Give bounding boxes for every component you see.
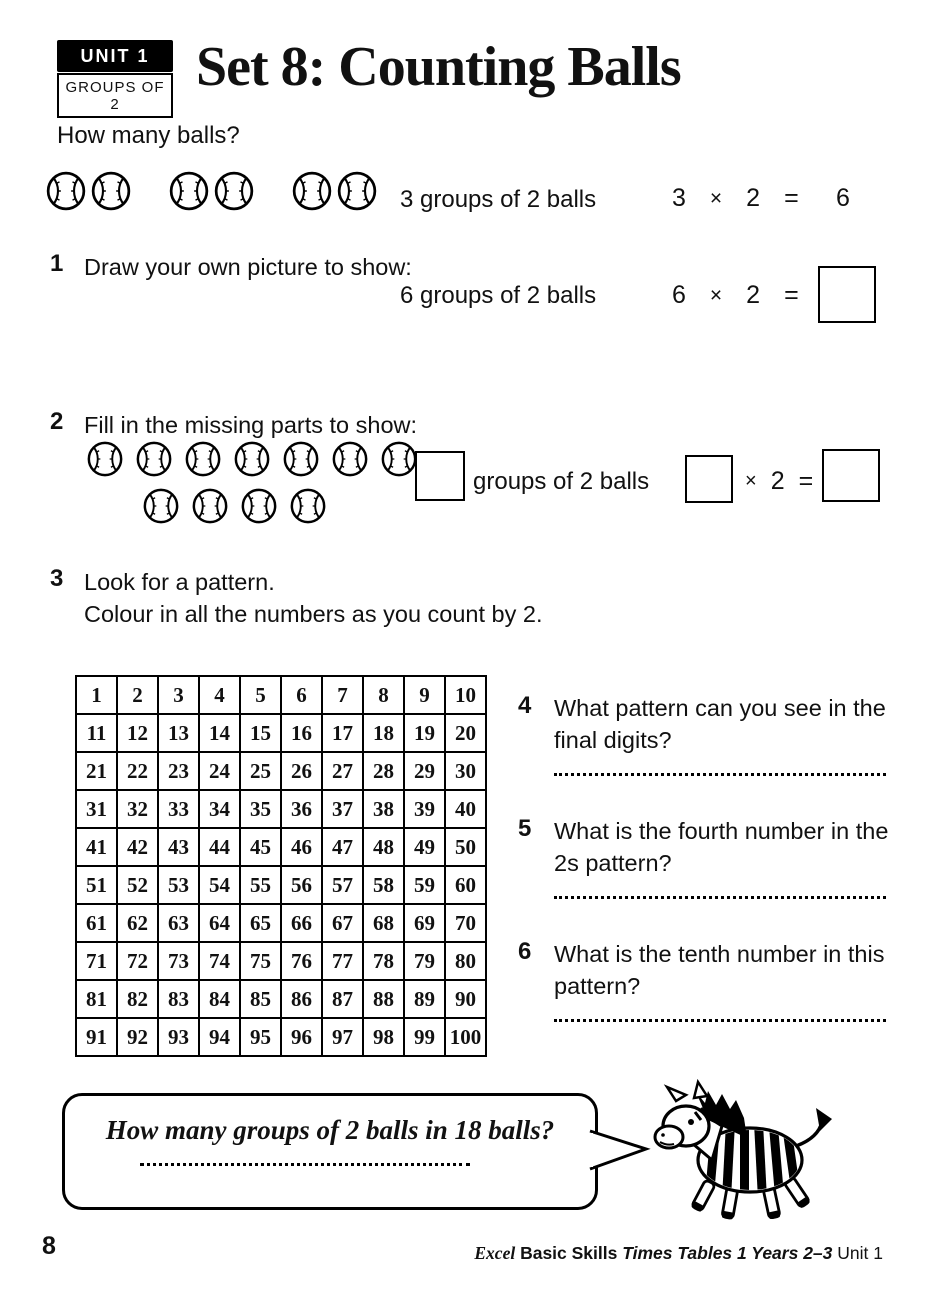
grid-cell: 62: [117, 904, 158, 942]
baseball-icon: [45, 170, 87, 212]
grid-cell: 90: [445, 980, 486, 1018]
grid-cell: 87: [322, 980, 363, 1018]
q1-caption: 6 groups of 2 balls: [400, 282, 597, 309]
baseball-icon: [135, 440, 173, 478]
q3-line1: Look for a pattern.: [84, 569, 275, 595]
grid-row: [76, 904, 486, 942]
q6-answer-line: [554, 1019, 886, 1022]
grid-cell: 6: [281, 676, 322, 714]
grid-cell: 2: [117, 676, 158, 714]
grid-cell: 9: [404, 676, 445, 714]
grid-cell: 59: [404, 866, 445, 904]
bubble-question: How many groups of 2 balls in 18 balls?: [105, 1115, 555, 1145]
grid-row: [76, 980, 486, 1018]
grid-cell: 24: [199, 752, 240, 790]
grid-cell: 65: [240, 904, 281, 942]
equation-factor-b: 2: [770, 467, 785, 495]
grid-cell: 33: [158, 790, 199, 828]
q4-number: 4: [518, 692, 532, 719]
grid-cell: 95: [240, 1018, 281, 1056]
grid-cell: 28: [363, 752, 404, 790]
multiply-sign: ×: [709, 283, 723, 307]
unit-badge: UNIT 1: [57, 40, 173, 72]
zebra-illustration: [650, 1078, 840, 1226]
grid-row: [76, 1018, 486, 1056]
grid-cell: 57: [322, 866, 363, 904]
q6-text: What is the tenth number in this pattern?: [554, 941, 885, 1000]
grid-cell: 30: [445, 752, 486, 790]
grid-cell: 75: [240, 942, 281, 980]
grid-cell: 10: [445, 676, 486, 714]
grid-cell: 4: [199, 676, 240, 714]
grid-cell: 41: [76, 828, 117, 866]
equation-factor-a: 6: [672, 281, 686, 309]
example-answer: 6: [836, 184, 850, 212]
baseball-icon: [184, 440, 222, 478]
grid-cell: 80: [445, 942, 486, 980]
q4-text: What pattern can you see in the final digits?: [554, 695, 886, 754]
grid-cell: 38: [363, 790, 404, 828]
grid-cell: 98: [363, 1018, 404, 1056]
equals-sign: =: [784, 184, 799, 212]
grid-cell: 26: [281, 752, 322, 790]
baseball-icon: [191, 487, 229, 525]
q5-number: 5: [518, 815, 532, 842]
grid-cell: 67: [322, 904, 363, 942]
grid-row: [76, 942, 486, 980]
example-balls: [45, 170, 378, 212]
unit-subtitle: GROUPS OF 2: [57, 73, 173, 118]
grid-cell: 81: [76, 980, 117, 1018]
grid-cell: 94: [199, 1018, 240, 1056]
grid-cell: 100: [445, 1018, 486, 1056]
grid-cell: 85: [240, 980, 281, 1018]
grid-cell: 14: [199, 714, 240, 752]
grid-cell: 43: [158, 828, 199, 866]
grid-cell: 7: [322, 676, 363, 714]
grid-cell: 21: [76, 752, 117, 790]
grid-cell: 76: [281, 942, 322, 980]
q2-number: 2: [50, 408, 64, 435]
q3-number: 3: [50, 565, 64, 592]
grid-cell: 12: [117, 714, 158, 752]
grid-cell: 13: [158, 714, 199, 752]
grid-cell: 49: [404, 828, 445, 866]
example-caption: 3 groups of 2 balls: [400, 186, 597, 213]
page-title: Set 8: Counting Balls: [196, 36, 681, 98]
grid-cell: 31: [76, 790, 117, 828]
grid-cell: 8: [363, 676, 404, 714]
ball-row: [142, 487, 418, 525]
grid-cell: 91: [76, 1018, 117, 1056]
grid-cell: 63: [158, 904, 199, 942]
multiply-sign: ×: [709, 186, 723, 210]
grid-cell: 29: [404, 752, 445, 790]
equation-factor-b: 2: [746, 281, 761, 309]
ball-group: [168, 170, 255, 212]
q2-equation: [745, 467, 813, 496]
grid-cell: 37: [322, 790, 363, 828]
grid-cell: 86: [281, 980, 322, 1018]
question-4: [518, 692, 892, 776]
grid-cell: 83: [158, 980, 199, 1018]
grid-cell: 66: [281, 904, 322, 942]
grid-cell: 73: [158, 942, 199, 980]
question-6: [518, 938, 892, 1022]
grid-cell: 70: [445, 904, 486, 942]
q6-number: 6: [518, 938, 532, 965]
grid-cell: 60: [445, 866, 486, 904]
grid-cell: 25: [240, 752, 281, 790]
q2-balls: [86, 440, 418, 534]
grid-cell: 40: [445, 790, 486, 828]
grid-cell: 39: [404, 790, 445, 828]
q3-line2: Colour in all the numbers as you count by 2.: [84, 601, 543, 627]
equals-sign: =: [798, 467, 814, 495]
grid-row: [76, 676, 486, 714]
ball-group: [291, 170, 378, 212]
baseball-icon: [240, 487, 278, 525]
grid-cell: 56: [281, 866, 322, 904]
grid-cell: 15: [240, 714, 281, 752]
baseball-icon: [86, 440, 124, 478]
q1-answer-box: [818, 266, 876, 323]
grid-cell: 44: [199, 828, 240, 866]
grid-cell: 34: [199, 790, 240, 828]
grid-cell: 55: [240, 866, 281, 904]
baseball-icon: [168, 170, 210, 212]
grid-row: [76, 752, 486, 790]
grid-cell: 16: [281, 714, 322, 752]
equals-sign: =: [784, 281, 799, 309]
grid-cell: 96: [281, 1018, 322, 1056]
grid-cell: 69: [404, 904, 445, 942]
number-grid-body: [76, 676, 486, 1056]
grid-cell: 61: [76, 904, 117, 942]
grid-cell: 1: [76, 676, 117, 714]
grid-cell: 89: [404, 980, 445, 1018]
grid-cell: 18: [363, 714, 404, 752]
grid-cell: 88: [363, 980, 404, 1018]
baseball-icon: [233, 440, 271, 478]
grid-cell: 54: [199, 866, 240, 904]
question-5: [518, 815, 892, 899]
grid-cell: 74: [199, 942, 240, 980]
baseball-icon: [331, 440, 369, 478]
grid-cell: 47: [322, 828, 363, 866]
intro-question: How many balls?: [57, 122, 240, 149]
page-number: 8: [42, 1232, 56, 1260]
grid-cell: 45: [240, 828, 281, 866]
grid-cell: 93: [158, 1018, 199, 1056]
bubble-answer-line: [140, 1163, 470, 1166]
grid-cell: 92: [117, 1018, 158, 1056]
q1-equation: [672, 281, 799, 310]
grid-cell: 3: [158, 676, 199, 714]
grid-row: [76, 714, 486, 752]
grid-cell: 22: [117, 752, 158, 790]
equation-factor-b: 2: [746, 184, 761, 212]
baseball-icon: [282, 440, 320, 478]
grid-row: [76, 866, 486, 904]
baseball-icon: [90, 170, 132, 212]
grid-cell: 19: [404, 714, 445, 752]
grid-cell: 5: [240, 676, 281, 714]
grid-cell: 77: [322, 942, 363, 980]
grid-cell: 78: [363, 942, 404, 980]
grid-cell: 36: [281, 790, 322, 828]
ball-group: [45, 170, 132, 212]
grid-cell: 32: [117, 790, 158, 828]
baseball-icon: [142, 487, 180, 525]
grid-cell: 46: [281, 828, 322, 866]
grid-cell: 48: [363, 828, 404, 866]
ball-row: [86, 440, 418, 478]
grid-cell: 58: [363, 866, 404, 904]
footer-credit: [474, 1243, 883, 1264]
grid-cell: 20: [445, 714, 486, 752]
grid-cell: 82: [117, 980, 158, 1018]
q2-factor-box: [685, 455, 733, 503]
grid-cell: 27: [322, 752, 363, 790]
grid-cell: 68: [363, 904, 404, 942]
grid-cell: 99: [404, 1018, 445, 1056]
example-equation: [672, 184, 799, 213]
grid-cell: 11: [76, 714, 117, 752]
speech-bubble-tail: [589, 1126, 651, 1176]
grid-cell: 97: [322, 1018, 363, 1056]
q4-answer-line: [554, 773, 886, 776]
baseball-icon: [289, 487, 327, 525]
q5-answer-line: [554, 896, 886, 899]
grid-cell: 50: [445, 828, 486, 866]
baseball-icon: [291, 170, 333, 212]
grid-cell: 51: [76, 866, 117, 904]
equation-factor-a: 3: [672, 184, 686, 212]
grid-cell: 79: [404, 942, 445, 980]
multiply-sign: ×: [745, 470, 757, 492]
baseball-icon: [336, 170, 378, 212]
grid-cell: 71: [76, 942, 117, 980]
grid-cell: 35: [240, 790, 281, 828]
speech-bubble: [62, 1093, 598, 1210]
grid-cell: 23: [158, 752, 199, 790]
grid-cell: 84: [199, 980, 240, 1018]
baseball-icon: [213, 170, 255, 212]
footer-unit: Unit 1: [837, 1243, 883, 1263]
baseball-icon: [380, 440, 418, 478]
grid-row: [76, 828, 486, 866]
grid-cell: 64: [199, 904, 240, 942]
q5-text: What is the fourth number in the 2s pattern?: [554, 818, 889, 877]
q2-groups-box: [415, 451, 465, 501]
q1-text: Draw your own picture to show:: [84, 254, 412, 280]
grid-cell: 17: [322, 714, 363, 752]
grid-row: [76, 790, 486, 828]
footer-book-title: Times Tables 1 Years 2–3: [622, 1243, 833, 1263]
grid-cell: 53: [158, 866, 199, 904]
grid-cell: 52: [117, 866, 158, 904]
grid-cell: 42: [117, 828, 158, 866]
hundreds-chart: [75, 675, 487, 1057]
footer-series: Basic Skills: [520, 1243, 618, 1263]
footer-brand: Excel: [474, 1243, 516, 1263]
q2-groups-label: groups of 2 balls: [473, 468, 650, 495]
number-grid: [75, 675, 487, 1057]
q1-number: 1: [50, 250, 64, 277]
grid-cell: 72: [117, 942, 158, 980]
q2-text: Fill in the missing parts to show:: [84, 412, 418, 438]
q2-answer-box: [822, 449, 880, 502]
